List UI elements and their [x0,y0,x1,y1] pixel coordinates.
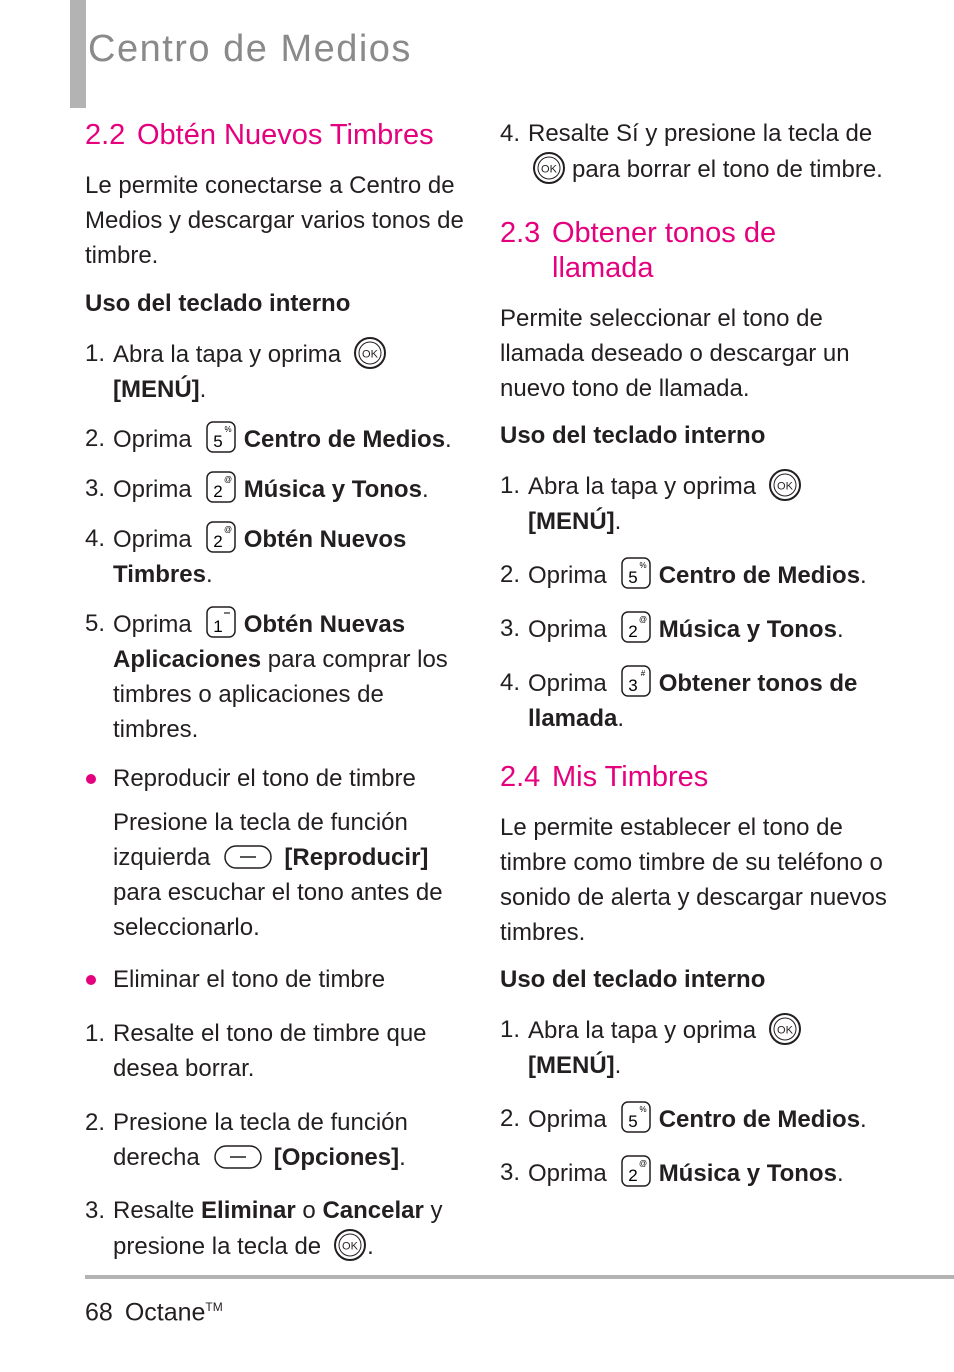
left-soft-key-icon [224,845,272,869]
ok-key-icon [768,1012,802,1046]
svg-text:2: 2 [627,1166,638,1185]
page-title: Centro de Medios [88,28,412,70]
bullet-dot [86,774,96,784]
svg-text:2: 2 [627,622,638,641]
svg-text:1: 1 [212,617,223,636]
ok-key-icon [768,468,802,502]
delete-step-3: 3. Resalte Eliminar o Cancelar y presione la tecla de OK . [85,1197,443,1260]
section-2-3-heading: 2.3 Obtener tonos de llamada [500,217,777,284]
svg-text:%: % [639,1105,647,1114]
ok-key-icon [333,1228,367,1262]
svg-text:%: % [639,561,647,570]
step-2: 2. Oprima 5 % Centro de Medios. [85,421,465,457]
svg-text:OK: OK [541,163,557,176]
right-soft-key-icon [214,1145,262,1169]
page-footer [85,1292,223,1327]
key-3-icon [621,665,651,695]
ok-key-icon [353,336,387,370]
delete-step-2: 2. Presione la tecla de función derecha [Opciones]. [85,1109,408,1171]
key-1-icon [206,606,236,636]
step-3: 3. Oprima 2 @ Música y Tonos. [85,471,465,507]
svg-text:5: 5 [627,568,638,587]
page-number: 68 [85,1298,113,1327]
section-2-3-subhead: Uso del teclado interno [500,422,766,449]
trademark-mark: TM [205,1300,223,1314]
svg-text:@: @ [638,615,647,624]
key-2-icon [621,1155,651,1185]
delete-step-1: 1. Resalte el tono de timbre que desea borrar. [85,1020,427,1082]
s23-step-4: 4. Oprima 3 # Obtener tonos de llamada. [500,665,900,736]
svg-text:OK: OK [342,1240,359,1253]
section-2-3-intro: Permite seleccionar el tono de llamada deseado o descargar un nuevo tono de llamada. [500,305,850,402]
section-2-4-heading: 2.4 Mis Timbres [500,761,709,793]
bullet-dot [86,975,96,985]
section-2-2-heading: 2.2 Obtén Nuevos Timbres [85,119,434,151]
s24-step-3: 3. Oprima 2 @ Música y Tonos. [500,1155,900,1191]
svg-text:@: @ [223,475,232,484]
svg-text:5: 5 [212,432,223,451]
svg-text:@: @ [223,525,232,534]
key-5-icon [206,421,236,451]
play-ringtone-instructions: Presione la tecla de función izquierda [Reproducir] para escuchar el tono antes de seleccionarlo. [113,809,443,941]
svg-text:3: 3 [627,676,638,695]
footer-divider [85,1275,954,1279]
s24-step-2: 2. Oprima 5 % Centro de Medios. [500,1101,900,1137]
s23-step-1: 1. Abra la tapa y oprima OK [MENÚ]. [500,468,900,539]
step-1: 1. Abra la tapa y oprima OK [MENÚ]. [85,336,465,407]
svg-text:OK: OK [777,480,794,493]
section-2-2-intro: Le permite conectarse a Centro de Medios y descargar varios tonos de timbre. [85,172,464,269]
right-column [500,112,900,1191]
bullet-delete-ringtone: Eliminar el tono de timbre [85,962,465,997]
key-5-icon [621,1101,651,1131]
key-2-icon [206,521,236,551]
key-2-icon [206,471,236,501]
product-name: Octane [124,1298,206,1327]
svg-text:5: 5 [627,1112,638,1131]
s23-step-3: 3. Oprima 2 @ Música y Tonos. [500,611,900,647]
svg-text:%: % [224,425,232,434]
ok-key-icon [532,151,566,185]
section-2-4-intro: Le permite establecer el tono de timbre como timbre de su teléfono o sonido de alerta y descargar nuevos timbres. [500,814,887,946]
svg-text:2: 2 [212,532,223,551]
key-2-icon [621,611,651,641]
s23-step-2: 2. Oprima 5 % Centro de Medios. [500,557,900,593]
key-5-icon [621,557,651,587]
svg-text:#: # [640,669,645,678]
delete-step-4: 4. Resalte Sí y presione la tecla de OK para borrar el tono de timbre. [500,120,883,183]
section-2-4-subhead: Uso del teclado interno [500,966,766,993]
header-accent-bar [70,0,86,108]
s24-step-1: 1. Abra la tapa y oprima OK [MENÚ]. [500,1012,900,1083]
section-2-2-subhead: Uso del teclado interno [85,290,351,317]
bullet-play-ringtone: Reproducir el tono de timbre [85,761,465,796]
left-column [85,112,465,1264]
svg-text:OK: OK [362,348,379,361]
svg-text:2: 2 [212,482,223,501]
svg-text:@: @ [638,1159,647,1168]
step-5: 5. Oprima 1 Obtén Nuevas Aplicaciones para comprar los timbres o aplicaciones de timbres. [85,606,465,747]
step-4: 4. Oprima 2 @ Obtén Nuevos Timbres. [85,521,465,592]
svg-text:OK: OK [777,1024,794,1037]
